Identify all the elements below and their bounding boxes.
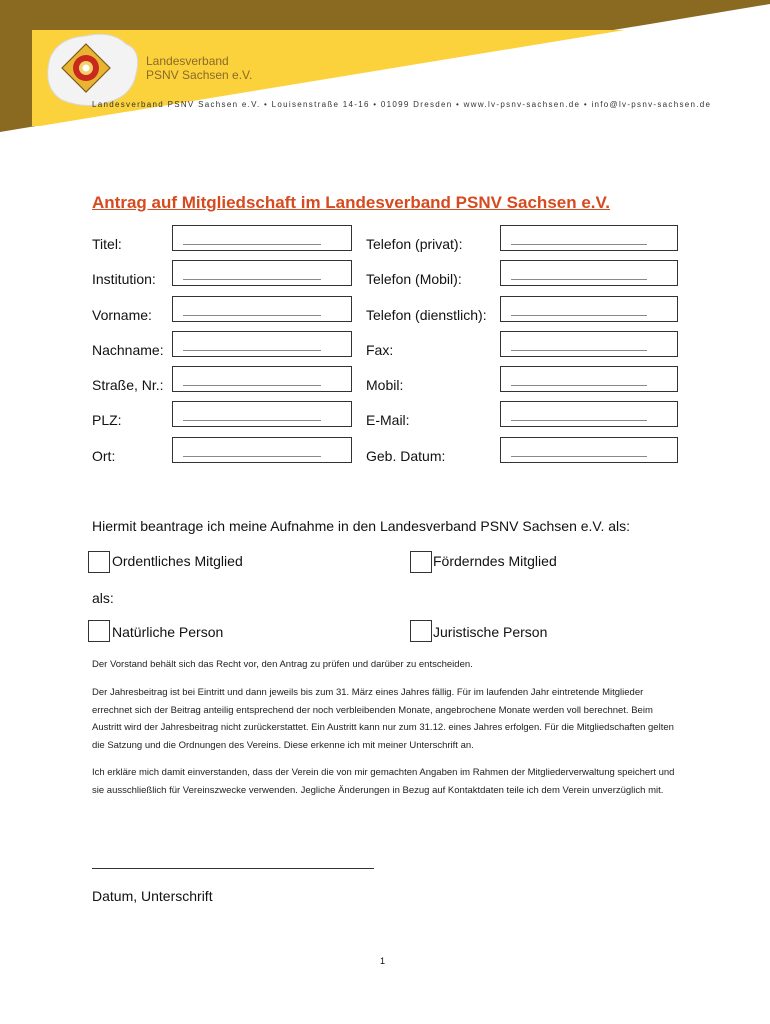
input-plz[interactable] [172, 401, 352, 427]
psnv-logo-icon [60, 42, 112, 94]
input-telefon-dienstlich[interactable] [500, 296, 678, 322]
checkbox-juristische-person[interactable] [410, 620, 432, 642]
label-juristische-person: Juristische Person [433, 624, 548, 640]
logo-text-line2: PSNV Sachsen e.V. [146, 68, 253, 82]
input-strasse[interactable] [172, 366, 352, 392]
input-nachname[interactable] [172, 331, 352, 357]
input-mobil[interactable] [500, 366, 678, 392]
label-ort: Ort: [92, 448, 116, 464]
checkbox-foerderndes-mitglied[interactable] [410, 551, 432, 573]
label-telefon-dienstlich: Telefon (dienstlich): [366, 307, 487, 323]
signature-line[interactable] [92, 868, 374, 869]
label-foerderndes-mitglied: Förderndes Mitglied [433, 553, 557, 569]
signature-label: Datum, Unterschrift [92, 888, 213, 904]
header-band [0, 0, 770, 140]
input-institution[interactable] [172, 260, 352, 286]
als-label: als: [92, 590, 114, 606]
label-nachname: Nachname: [92, 342, 164, 358]
input-telefon-mobil[interactable] [500, 260, 678, 286]
label-natuerliche-person: Natürliche Person [112, 624, 224, 640]
label-plz: PLZ: [92, 412, 122, 428]
input-email[interactable] [500, 401, 678, 427]
input-titel[interactable] [172, 225, 352, 251]
address-line: Landesverband PSNV Sachsen e.V. • Louisenstraße 14-16 • 01099 Dresden • www.lv-psnv-sachsen.de • info@lv-psnv-sachsen.de [92, 100, 712, 109]
terms-paragraph-1: Der Vorstand behält sich das Recht vor, den Antrag zu prüfen und darüber zu entscheiden. [92, 659, 473, 670]
label-telefon-privat: Telefon (privat): [366, 236, 463, 252]
input-geb-datum[interactable] [500, 437, 678, 463]
input-fax[interactable] [500, 331, 678, 357]
checkbox-natuerliche-person[interactable] [88, 620, 110, 642]
label-titel: Titel: [92, 236, 122, 252]
label-ordentliches-mitglied: Ordentliches Mitglied [112, 553, 243, 569]
label-geb-datum: Geb. Datum: [366, 448, 446, 464]
input-vorname[interactable] [172, 296, 352, 322]
form-title: Antrag auf Mitgliedschaft im Landesverband PSNV Sachsen e.V. [92, 193, 611, 212]
input-ort[interactable] [172, 437, 352, 463]
input-telefon-privat[interactable] [500, 225, 678, 251]
terms-paragraph-3: Ich erkläre mich damit einverstanden, dass der Verein die von mir gemachten Angaben im Rahmen der Mitgliederverwaltung speichert und sie ausschließlich für Vereinszwecke verwenden. Jegliche Änderungen in Bezug auf Kontaktdaten teile ich dem Verein unverzüglich mit. [92, 767, 675, 796]
logo-text-line1: Landesverband [146, 54, 229, 68]
membership-intro: Hiermit beantrage ich meine Aufnahme in den Landesverband PSNV Sachsen e.V. als: [92, 518, 631, 534]
label-fax: Fax: [366, 342, 394, 358]
label-strasse: Straße, Nr.: [92, 377, 164, 393]
label-vorname: Vorname: [92, 307, 152, 323]
label-telefon-mobil: Telefon (Mobil): [366, 271, 462, 287]
label-institution: Institution: [92, 271, 156, 287]
page-number: 1 [380, 956, 386, 966]
terms-paragraph-2: Der Jahresbeitrag ist bei Eintritt und dann jeweils bis zum 31. März eines Jahres fällig. Für im laufenden Jahr eintretende Mitglieder errechnet sich der Beitrag anteilig entsprechend der noch verbleibenden Monate, angebrochene Monate werden voll berechnet. Beim Austritt wird der Jahresbeitrag nicht zurückerstattet. Ein Austritt kann nur zum 31.12. eines Jahres erfolgen. Für die Mitgliedschaften gelten die Satzung und die Ordnungen des Vereins. Diese erkenne ich mit meiner Unterschrift an. [92, 687, 674, 751]
label-email: E-Mail: [366, 412, 410, 428]
label-mobil: Mobil: [366, 377, 404, 393]
checkbox-ordentliches-mitglied[interactable] [88, 551, 110, 573]
